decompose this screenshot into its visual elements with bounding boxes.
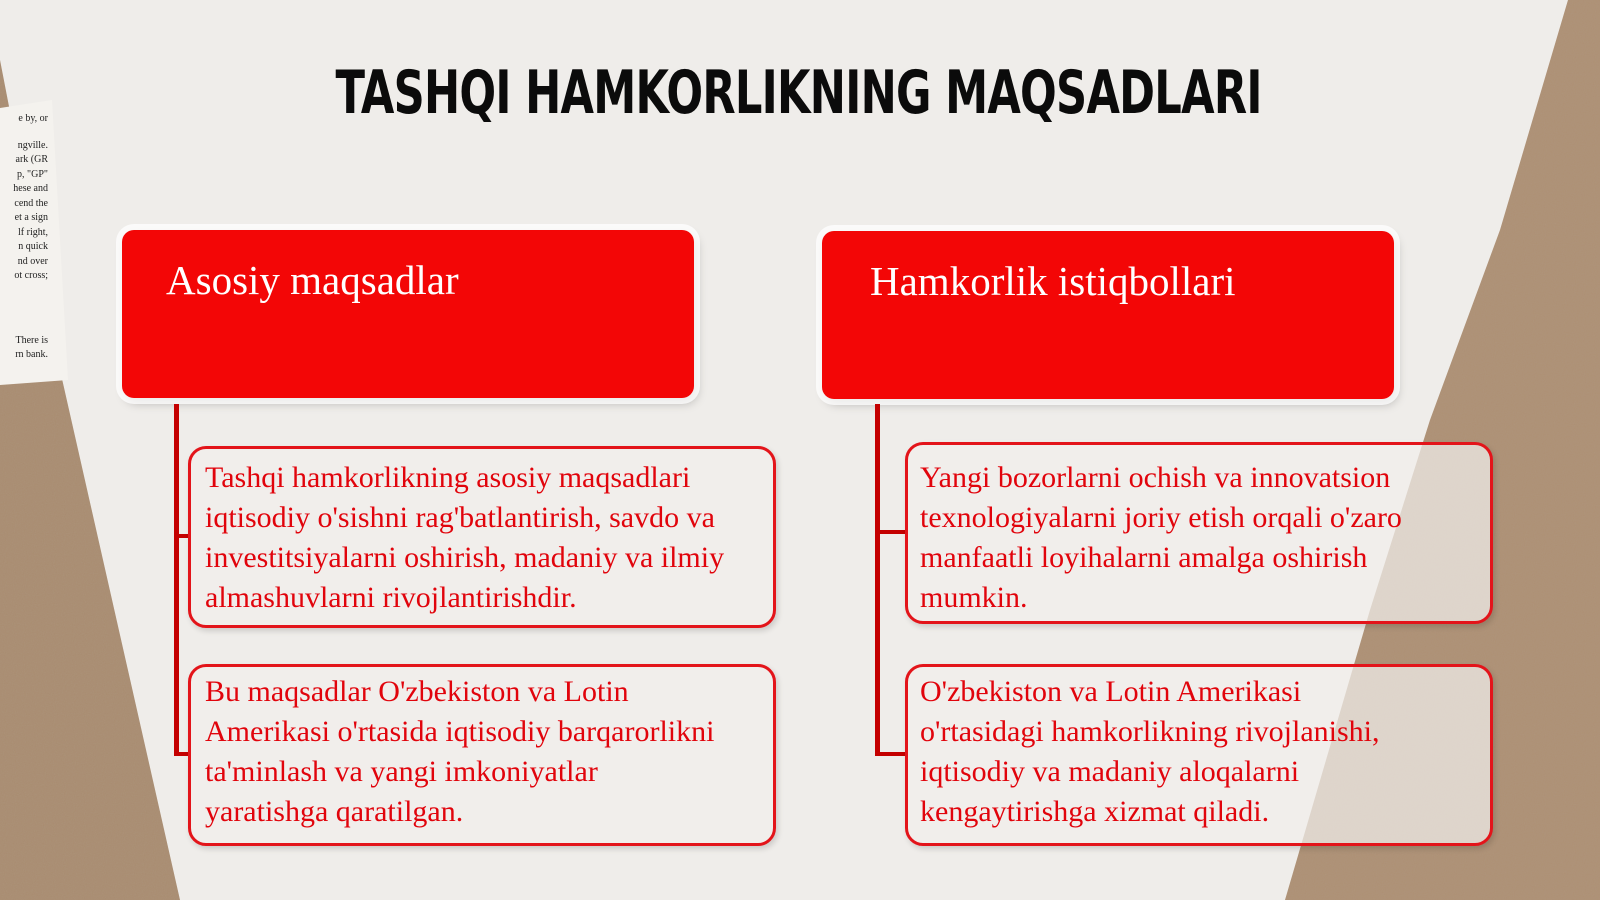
card-right-1-text: Yangi bozorlarni ochish va innovatsion texnologiyalarni joriy etish orqali o'zaro manfaatli loyihalarni amalga oshirish mumkin.: [920, 461, 1402, 614]
clipping-line: et a sign: [14, 212, 48, 223]
card-left-2-text: Bu maqsadlar O'zbekiston va Lotin Amerikasi o'rtasida iqtisodiy barqarorlikni ta'minlash va yangi imkoniyatlar yaratishga qaratilgan.: [205, 675, 715, 828]
header-label: Hamkorlik istiqbollari: [870, 258, 1236, 304]
connector-vertical-right: [875, 404, 880, 756]
clipping-line: hese and: [13, 183, 48, 194]
clipping-line: cend the: [14, 197, 48, 209]
clipping-spacer: [0, 284, 48, 334]
card-left-1-text: Tashqi hamkorlikning asosiy maqsadlari iqtisodiy o'sishni rag'batlantirish, savdo va investitsiyalarni oshirish, madaniy va ilmiy almashuvlarni rivojlantirishdir.: [205, 461, 725, 614]
connector-branch-right-1: [875, 530, 905, 534]
newspaper-clipping-text: [0, 112, 48, 363]
clipping-line: p, "GP": [17, 168, 48, 180]
card-right-2-text: O'zbekiston va Lotin Amerikasi o'rtasidagi hamkorlikning rivojlanishi, iqtisodiy va madaniy aloqalarni kengaytirishga xizmat qiladi.: [920, 675, 1380, 828]
clipping-line: e by, or: [18, 113, 48, 124]
slide-title: TASHQI HAMKORLIKNING MAQSADLARI: [335, 58, 1262, 128]
clipping-spacer: [0, 127, 48, 139]
clipping-line: ngville.: [17, 139, 48, 151]
clipping-line: lf right,: [18, 226, 48, 238]
header-label: Asosiy maqsadlar: [166, 257, 459, 303]
clipping-line: ot cross;: [14, 270, 48, 281]
connector-vertical-left: [174, 404, 179, 756]
clipping-line: nd over: [17, 255, 48, 267]
clipping-line: ark (GR: [15, 154, 48, 165]
header-hamkorlik-istiqbollari: [822, 231, 1394, 399]
clipping-line: n quick: [18, 241, 48, 252]
clipping-line: rn bank.: [15, 349, 48, 360]
header-asosiy-maqsadlar: [122, 230, 694, 398]
connector-branch-right-2: [875, 752, 905, 756]
clipping-line: There is: [15, 334, 48, 346]
